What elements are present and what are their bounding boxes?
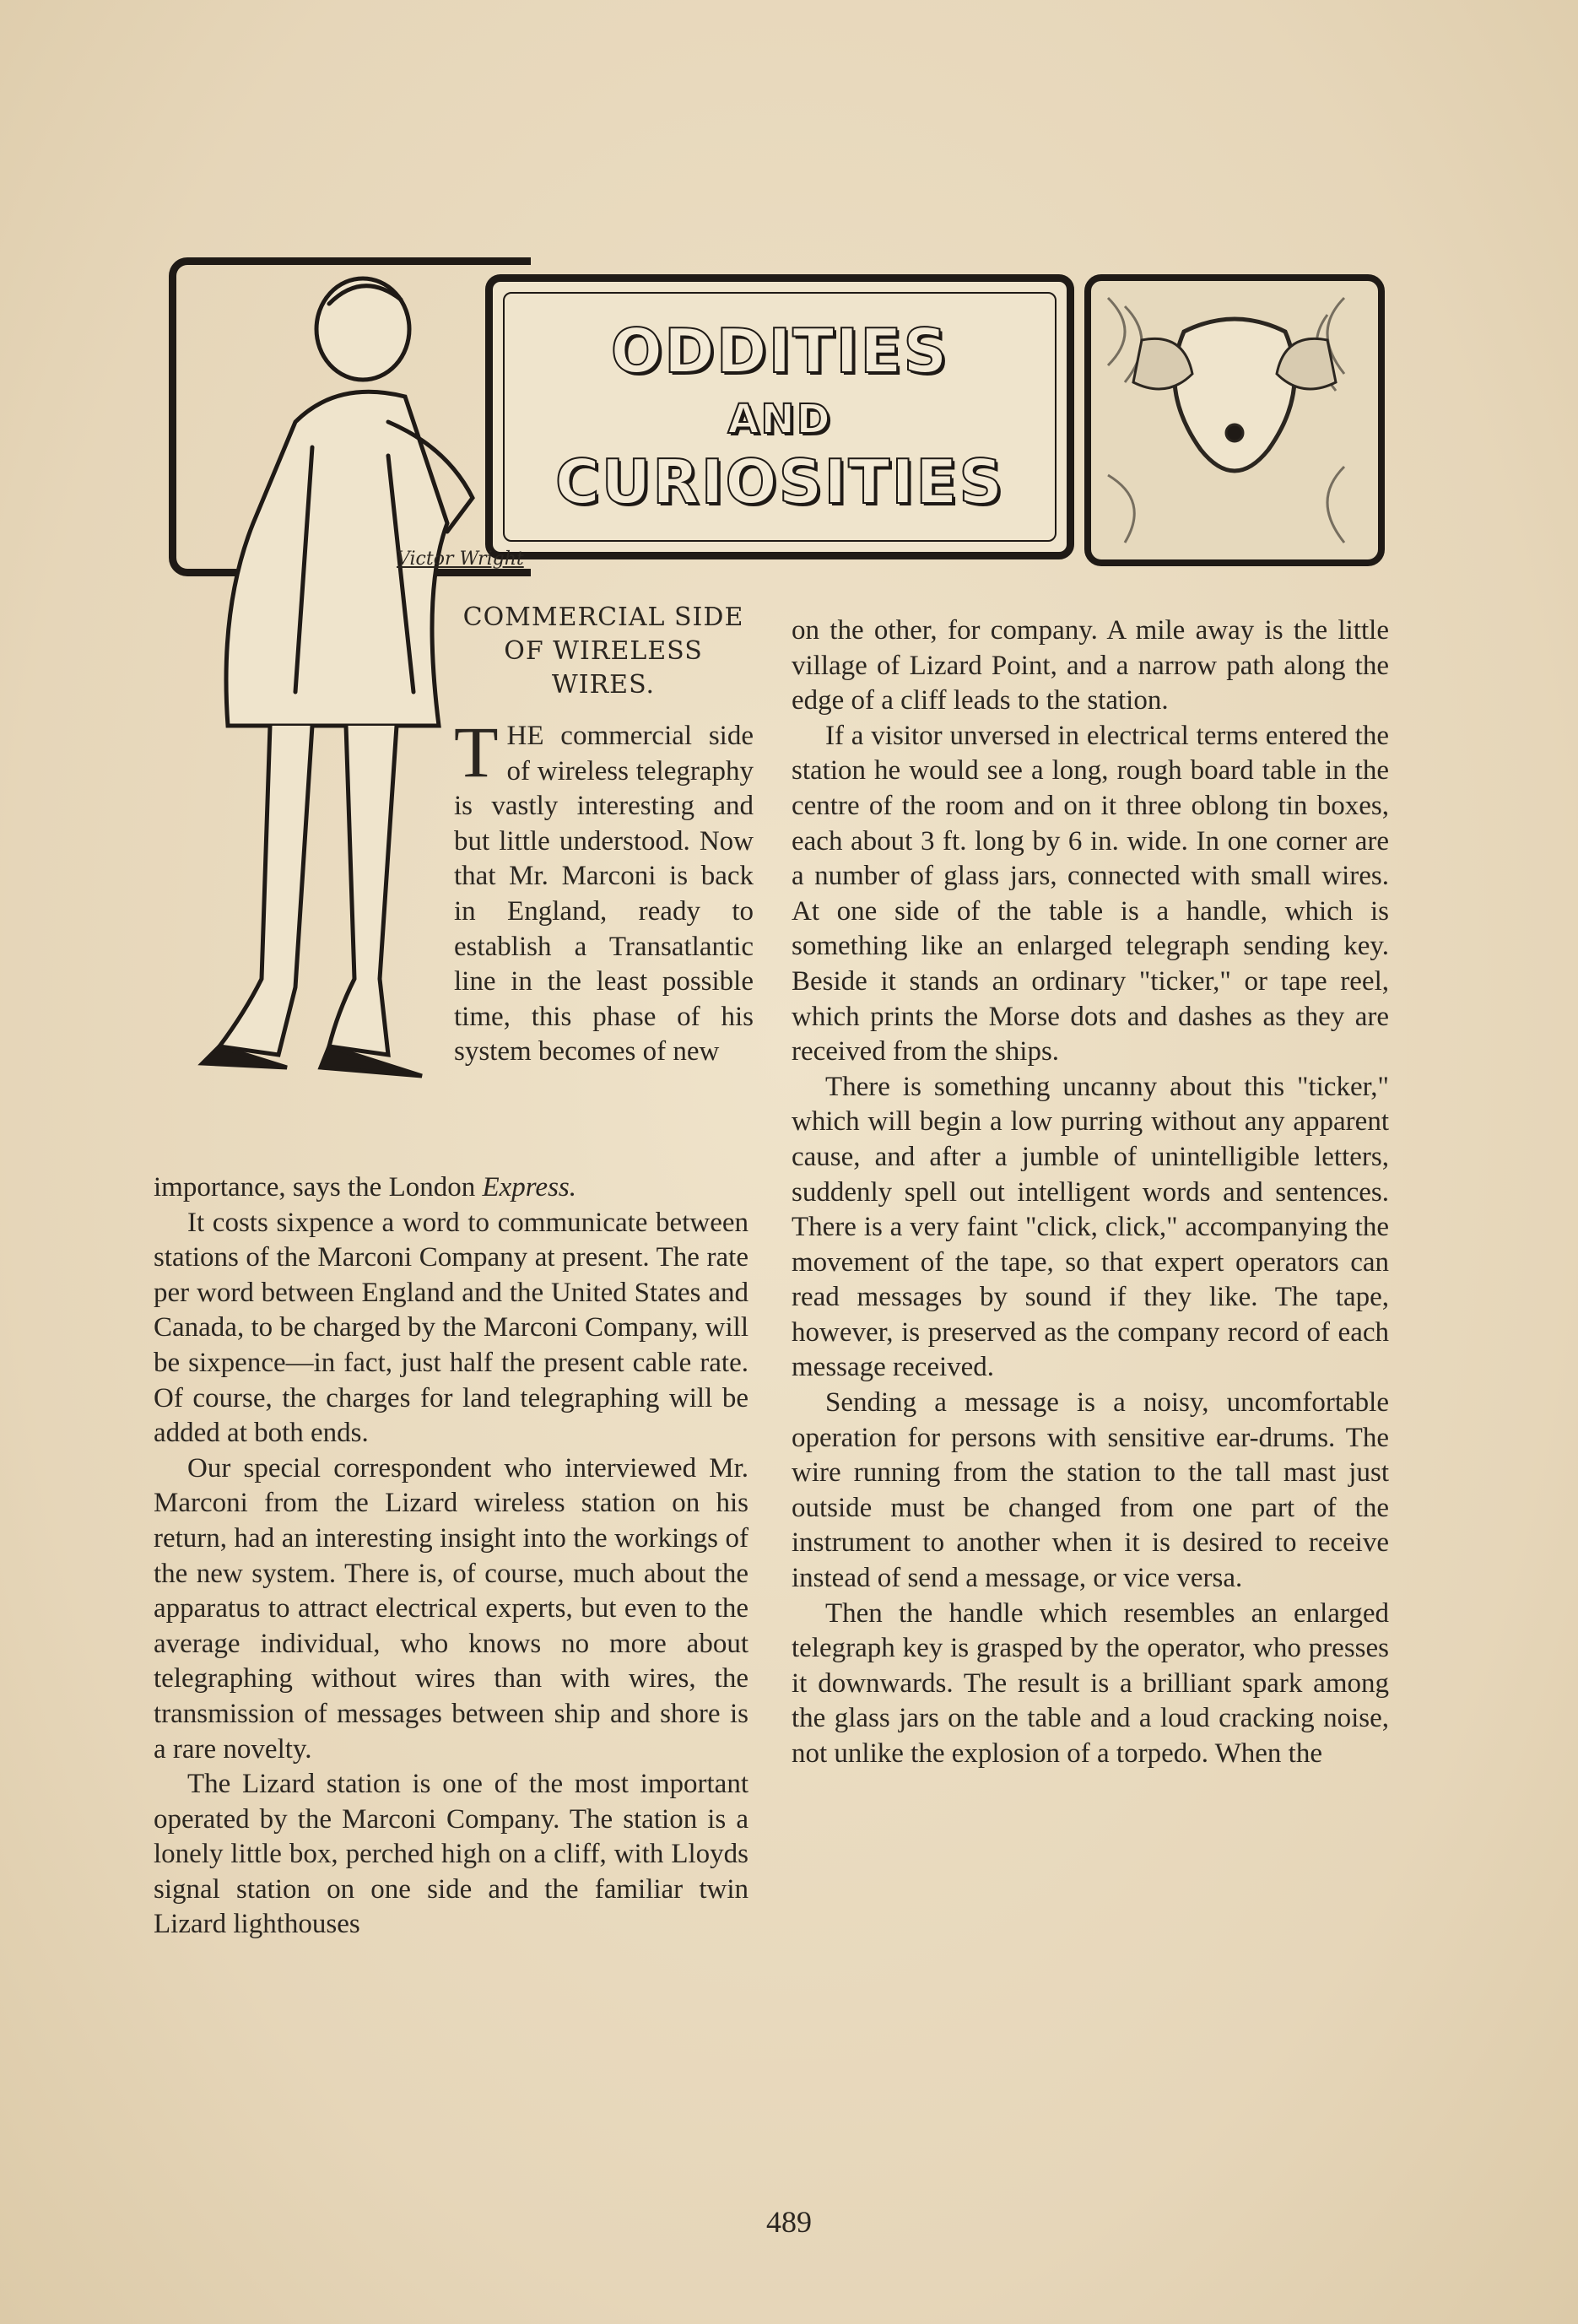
source-name: Express. <box>482 1172 577 1203</box>
intro-paragraph <box>454 711 754 1070</box>
page-number: 489 <box>766 2205 812 2239</box>
title-frame <box>485 274 1074 559</box>
intro-text: HE commercial side of wireless telegraphy is vastly interesting and but little understood. Now that Mr. Marconi is back in England, ready to establish a Transatlantic line in the least possible time, this phase of his system becomes of new <box>454 721 754 1067</box>
article-heading: COMMERCIAL SIDE OF WIRELESS WIRES. <box>462 603 744 700</box>
paragraph-visitor: If a visitor unversed in electrical terms entered the station he would see a long, rough board table in the centre of the room and on it three oblong tin boxes, each about 3 ft. long by 6 in. wide. In one corner are a number of glass jars, connected with small wires. At one side of the table is a handle, which is something like an enlarged telegraph sending key. Beside it stands an ordinary "ticker," or tape reel, which prints the Morse dots and dashes as they are received from the ships. <box>792 720 1389 1067</box>
right-column <box>792 613 1389 1772</box>
artist-signature: Victor Wright <box>397 549 524 570</box>
drop-cap: T <box>454 711 499 792</box>
left-column <box>154 1170 748 1943</box>
paragraph-spark: Then the handle which resembles an enlarged telegraph key is grasped by the operator, who presses it downwards. The result is a brilliant spark among the glass jars on the table and a loud cracking noise, not unlike the explosion of a torpedo. When the <box>792 1597 1389 1769</box>
paragraph-correspondent: Our special correspondent who interviewed Mr. Marconi from the Lizard wireless station on his return, had an interesting insight into the workings of the new system. There is, of course, much about the apparatus to attract electrical experts, but even to the average individual, who knows no more about telegraphing without wires than with wires, the transmission of messages between ship and shore is a rare novelty. <box>154 1452 748 1765</box>
fish-vignette <box>1084 274 1385 566</box>
fish-icon <box>1091 281 1378 559</box>
paragraph-ticker: There is something uncanny about this "ticker," which will begin a low purring without any apparent cause, and after a jumble of unintelligible letters, suddenly spell out intelligent words and sentences. There is a very faint "click, click," accompanying the movement of the tape, so that expert operators can read messages by sound if they like. The tape, however, is preserved as the company record of each message received. <box>792 1071 1389 1383</box>
title-oddities: ODDITIES <box>610 316 949 386</box>
paragraph-village: on the other, for company. A mile away is the little village of Lizard Point, and a narrow path along the edge of a cliff leads to the station. <box>792 615 1389 716</box>
title-curiosities: CURIOSITIES <box>554 446 1005 517</box>
paragraph-rates: It costs sixpence a word to communicate between stations of the Marconi Company at present. The rate per word between England and the United States and Canada, to be charged by the Marconi Company, will be sixpence—in fact, just half the present cable rate. Of course, the charges for land telegraphing will be added at both ends. <box>154 1207 748 1449</box>
paragraph-sending: Sending a message is a noisy, uncomfortable operation for persons with sensitive ear-drums. The wire running from the station to the tall mast just outside must be changed from one part of the instrument to another when it is desired to receive instead of send a message, or vice versa. <box>792 1387 1389 1594</box>
intro-continuation: importance, says the London Express. <box>154 1172 577 1203</box>
paragraph-lizard-station: The Lizard station is one of the most important operated by the Marconi Company. The station is a lonely little box, perched high on a cliff, with Lloyds signal station on one side and the familiar twin Lizard lighthouses <box>154 1769 748 1940</box>
title-and: AND <box>727 396 832 443</box>
